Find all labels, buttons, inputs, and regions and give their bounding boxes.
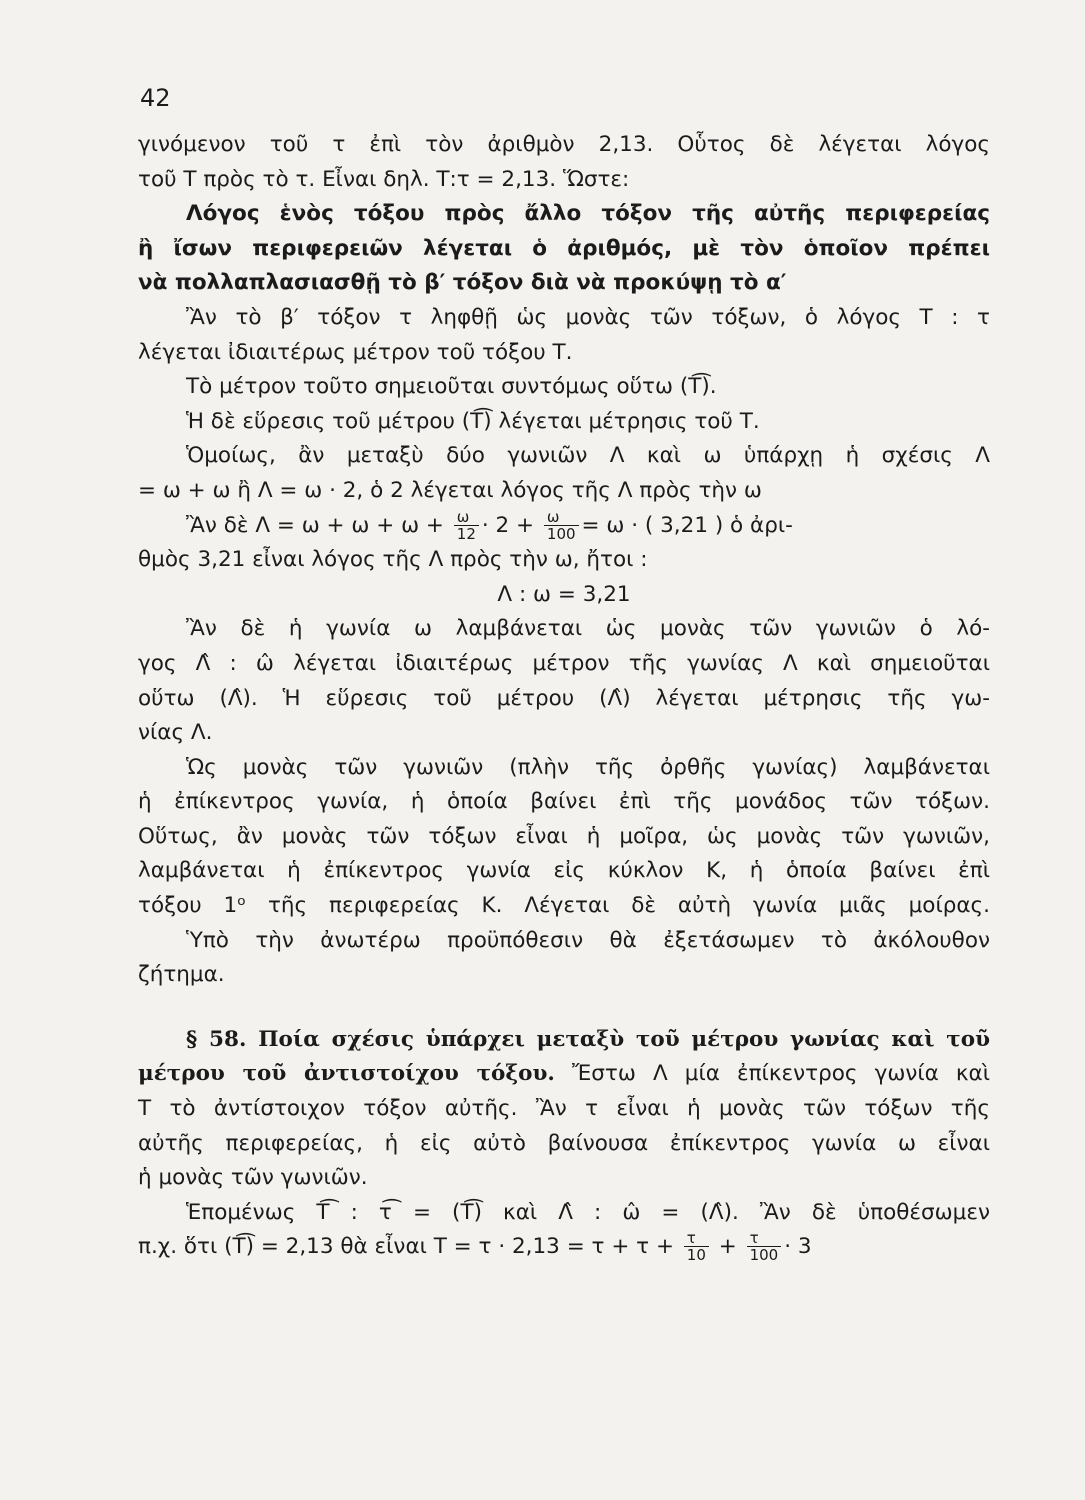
section-text-start: Ἔστω Λ μία ἐπίκεντρος γωνία καὶ [554, 1061, 990, 1087]
section-title-end: μέτρου τοῦ ἀντιστοίχου τόξου. [138, 1061, 555, 1087]
text-line: Ὁμοίως, ἂν μεταξὺ δύο γωνιῶν Λ καὶ ω ὑπάρχῃ ἡ σχέσις Λ [186, 443, 990, 469]
text-line: γινόμενον τοῦ τ ἐπὶ τὸν ἀριθμὸν 2,13. Οὗτος δὲ λέγεται λόγος [138, 132, 990, 157]
page-body [138, 128, 990, 1265]
section-gap [138, 993, 990, 1023]
fraction-numerator: ω [546, 507, 560, 526]
section-body [138, 1092, 990, 1230]
text-line: Οὕτως, ἂν μονὰς τῶν τόξων εἶναι ἡ μοῖρα, ὡς μονὰς τῶν γωνιῶν, [138, 823, 990, 849]
text-line: τόξου 1ᵒ τῆς περιφερείας Κ. Λέγεται δὲ αὐτὴ γωνία μιᾶς μοίρας. [138, 893, 990, 919]
text-line: νὰ πολλαπλασιασθῇ τὸ β′ τόξον διὰ νὰ προκύψῃ τὸ α′ [138, 270, 787, 296]
fraction-denominator: 100 [747, 1246, 782, 1263]
text-line: ἡ μονὰς τῶν γωνιῶν. [138, 1165, 368, 1191]
fraction-numerator: τ [686, 1229, 696, 1248]
fraction-numerator: τ [749, 1229, 759, 1248]
text-line: λέγεται ἰδιαιτέρως μέτρον τοῦ τόξου Τ. [138, 339, 573, 365]
final-suffix: · 3 [784, 1234, 812, 1260]
text-line: ζήτημα. [138, 962, 225, 988]
text-line: οὕτω (Λ̂). Ἡ εὕρεσις τοῦ μέτρου (Λ̂) λέγεται μέτρησις τῆς γω- [138, 685, 990, 711]
formula-middle: · 2 + [481, 512, 541, 538]
text-line: Τὸ μέτρον τοῦτο σημειοῦται συντόμως οὕτω (Τ͡). [186, 374, 717, 400]
text-line: γος Λ̂ : ω̂ λέγεται ἰδιαιτέρως μέτρον τῆς γωνίας Λ καὶ σημειοῦται [138, 650, 990, 676]
fraction-numerator: ω [456, 507, 470, 526]
section-title: § 58. Ποία σχέσις ὑπάρχει μεταξὺ τοῦ μέτρου γωνίας καὶ τοῦ [186, 1026, 990, 1052]
text-line: Ὡς μονὰς τῶν γωνιῶν (πλὴν τῆς ὀρθῆς γωνίας) λαμβάνεται [186, 754, 990, 780]
text-line: νίας Λ. [138, 720, 213, 746]
text-line: αὐτῆς περιφερείας, ἡ εἰς αὐτὸ βαίνουσα ἐπίκεντρος γωνία ω εἶναι [138, 1130, 990, 1156]
final-prefix: π.χ. ὅτι (Τ͡) = 2,13 θὰ εἶναι Τ = τ · 2,13 = τ + τ + [138, 1234, 681, 1260]
text-line: λαμβάνεται ἡ ἐπίκεντρος γωνία εἰς κύκλον Κ, ἡ ὁποία βαίνει ἐπὶ [138, 858, 990, 884]
section-heading [138, 1023, 990, 1058]
text-line: ἡ ἐπίκεντρος γωνία, ἡ ὁποία βαίνει ἐπὶ τῆς μονάδος τῶν τόξων. [138, 789, 990, 815]
text-line: ἢ ἴσων περιφερειῶν λέγεται ὁ ἀριθμός, μὲ τὸν ὁποῖον πρέπει [138, 235, 990, 261]
fraction-tau-10 [684, 1231, 709, 1263]
page-number: 42 [140, 84, 171, 112]
section-heading-continued [138, 1057, 990, 1092]
text-line: Ἂν τὸ β′ τόξον τ ληφθῇ ὡς μονὰς τῶν τόξων, ὁ λόγος Τ : τ [186, 304, 990, 330]
fraction-tau-100 [747, 1231, 782, 1263]
text-line: Ἡ δὲ εὕρεσις τοῦ μέτρου (Τ͡) λέγεται μέτρησις τοῦ Τ. [186, 408, 760, 434]
fraction-omega-100 [544, 507, 579, 543]
final-formula-line [138, 1230, 990, 1265]
text-line: = ω + ω ἢ Λ = ω · 2, ὁ 2 λέγεται λόγος τῆς Λ πρὸς τὴν ω [138, 477, 762, 503]
text-line: Λόγος ἑνὸς τόξου πρὸς ἄλλο τόξον τῆς αὐτῆς περιφερείας [186, 201, 990, 227]
definition-block [138, 128, 990, 509]
text-line: θμὸς 3,21 εἶναι λόγος τῆς Λ πρὸς τὴν ω, ἤτοι : [138, 547, 648, 573]
text-line: Ὑπὸ τὴν ἀνωτέρω προϋπόθεσιν θὰ ἐξετάσωμεν τὸ ἀκόλουθον [186, 927, 990, 953]
formula-suffix: = ω · ( 3,21 ) ὁ ἀρι- [581, 512, 793, 538]
fraction-denominator: 10 [684, 1246, 709, 1263]
fraction-denominator: 100 [544, 525, 579, 542]
fraction-denominator: 12 [454, 525, 479, 542]
text-line: τοῦ Τ πρὸς τὸ τ. Εἶναι δηλ. Τ:τ = 2,13. Ὥστε: [138, 166, 630, 192]
text-line: Λ : ω = 3,21 [497, 581, 631, 607]
text-line: Ἑπομένως Τ͡ : τ͡ = (Τ͡) καὶ Λ̂ : ω̂ = (Λ̂). Ἂν δὲ ὑποθέσωμεν [186, 1199, 990, 1225]
formula-prefix: Ἂν δὲ Λ = ω + ω + ω + [186, 512, 451, 538]
angle-measure-block [138, 543, 990, 993]
final-middle: + [711, 1234, 744, 1260]
text-line: Τ τὸ ἀντίστοιχον τόξον αὐτῆς. Ἂν τ εἶναι ἡ μονὰς τῶν τόξων τῆς [138, 1096, 990, 1122]
fraction-omega-12 [454, 507, 479, 543]
text-line: Ἂν δὲ ἡ γωνία ω λαμβάνεται ὡς μονὰς τῶν γωνιῶν ὁ λό- [186, 616, 990, 642]
ratio-formula-line [138, 509, 990, 544]
